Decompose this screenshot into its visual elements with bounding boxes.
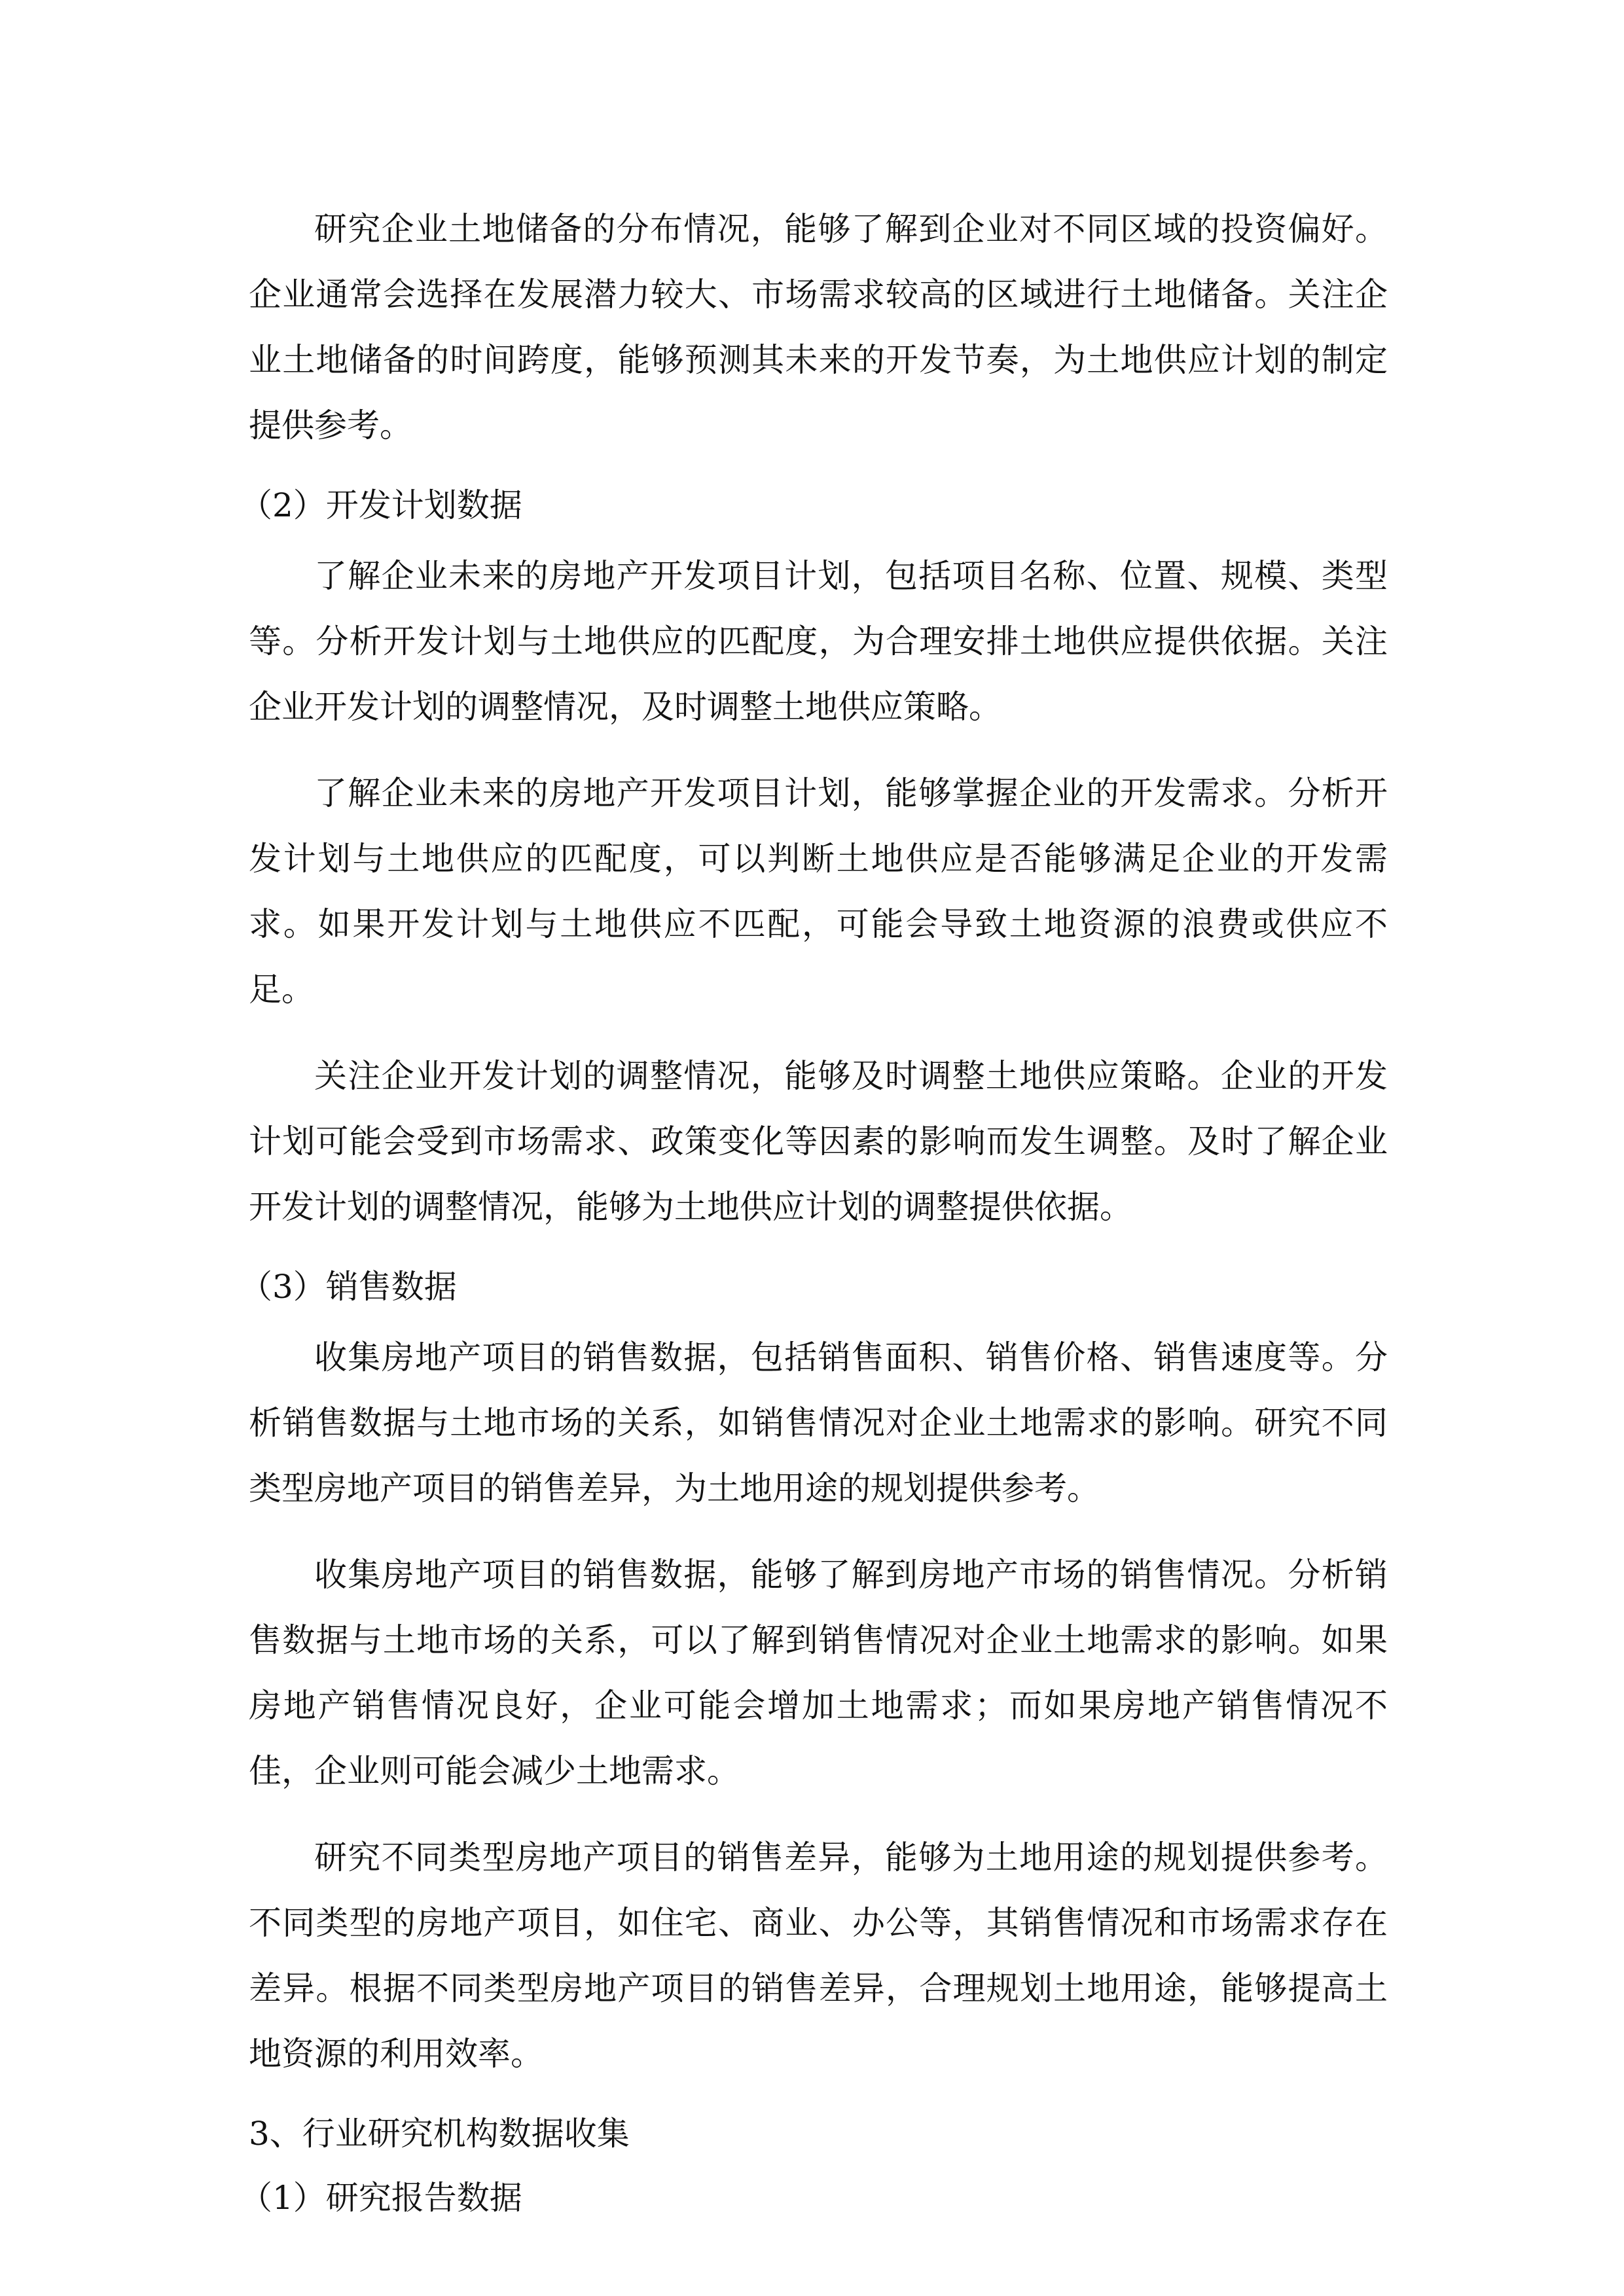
- document-body: [240, 196, 1388, 2236]
- paragraph-sales-data-overview: 收集房地产项目的销售数据，包括销售面积、销售价格、销售速度等。分析销售数据与土地市场的关系，如销售情况对企业土地需求的影响。研究不同类型房地产项目的销售差异，为土地用途的规划提供参考。: [249, 1338, 1388, 1507]
- paragraph-sales-data-market: 收集房地产项目的销售数据，能够了解到房地产市场的销售情况。分析销售数据与土地市场的关系，可以了解到销售情况对企业土地需求的影响。如果房地产销售情况良好，企业可能会增加土地需求；而如果房地产销售情况不佳，企业则可能会减少土地需求。: [249, 1556, 1388, 1790]
- heading-research-report-data: （1）研究报告数据: [240, 2179, 522, 2217]
- paragraph-development-plan-adjustment: 关注企业开发计划的调整情况，能够及时调整土地供应策略。企业的开发计划可能会受到市场需求、政策变化等因素的影响而发生调整。及时了解企业开发计划的调整情况，能够为土地供应计划的调整提供依据。: [249, 1057, 1388, 1226]
- paragraph-sales-data-differences: 研究不同类型房地产项目的销售差异，能够为土地用途的规划提供参考。不同类型的房地产项目，如住宅、商业、办公等，其销售情况和市场需求存在差异。根据不同类型房地产项目的销售差异，合理规划土地用途，能够提高土地资源的利用效率。: [249, 1839, 1388, 2073]
- paragraph-development-plan-overview: 了解企业未来的房地产开发项目计划，包括项目名称、位置、规模、类型等。分析开发计划与土地供应的匹配度，为合理安排土地供应提供依据。关注企业开发计划的调整情况，及时调整土地供应策略。: [249, 557, 1388, 726]
- paragraph-land-reserve-distribution: 研究企业土地储备的分布情况，能够了解到企业对不同区域的投资偏好。企业通常会选择在发展潜力较大、市场需求较高的区域进行土地储备。关注企业土地储备的时间跨度，能够预测其未来的开发节奏，为土地供应计划的制定提供参考。: [249, 210, 1388, 444]
- heading-sales-data: （3）销售数据: [240, 1268, 457, 1306]
- heading-development-plan-data: （2）开发计划数据: [240, 486, 522, 524]
- heading-industry-research-data: 3、行业研究机构数据收集: [249, 2115, 630, 2153]
- paragraph-development-plan-demand: 了解企业未来的房地产开发项目计划，能够掌握企业的开发需求。分析开发计划与土地供应的匹配度，可以判断土地供应是否能够满足企业的开发需求。如果开发计划与土地供应不匹配，可能会导致土地资源的浪费或供应不足。: [249, 774, 1388, 1009]
